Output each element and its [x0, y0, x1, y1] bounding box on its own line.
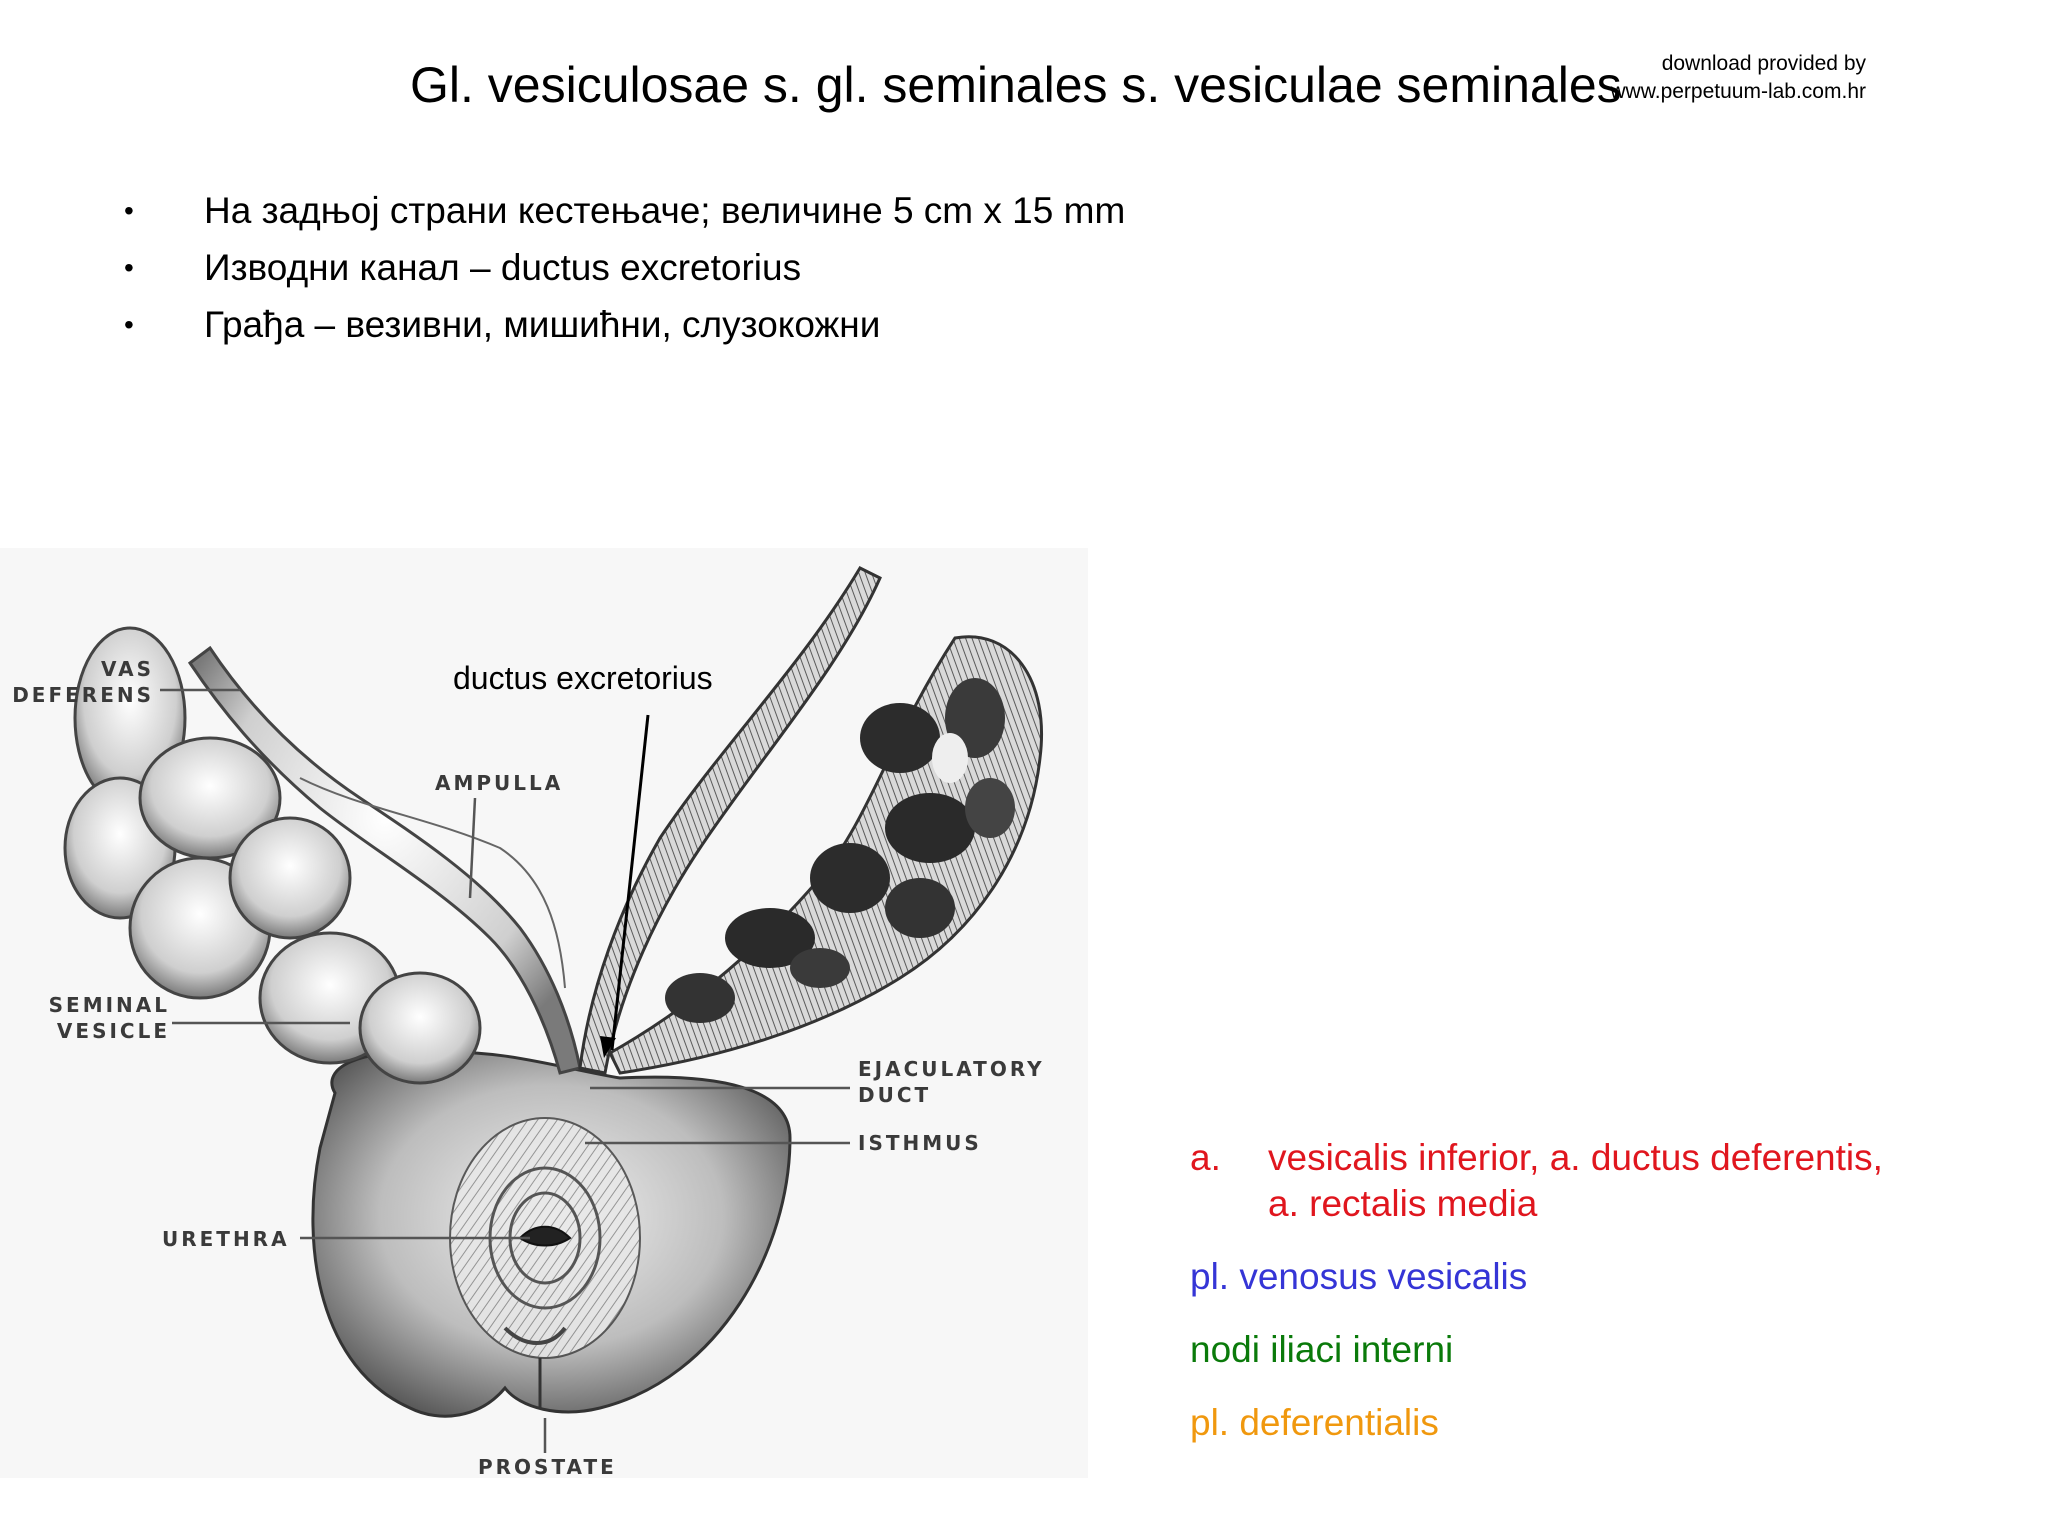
- label-vas-line-2: DEFERENS: [12, 683, 154, 707]
- bullet-icon: •: [124, 252, 134, 283]
- label-ejaculatory-line-2: DUCT: [858, 1083, 932, 1107]
- bullet-icon: •: [124, 309, 134, 340]
- arteries-note-continued: a. rectalis media: [1268, 1183, 1538, 1224]
- supply-notes: [1190, 1135, 1883, 1446]
- watermark-line-2: www.perpetuum-lab.com.hr: [1610, 80, 1866, 103]
- arteries-line-1: vesicalis inferior, a. ductus deferentis,: [1268, 1137, 1883, 1178]
- label-prostate: PROSTATE: [478, 1455, 617, 1479]
- label-seminal-line-1: SEMINAL: [48, 993, 170, 1017]
- arteries-note: [1190, 1135, 1883, 1181]
- arteries-marker: a.: [1190, 1137, 1221, 1178]
- bullet-icon: •: [124, 195, 134, 226]
- callout-ductus-excretorius: ductus excretorius: [453, 660, 713, 696]
- watermark-line-1: download provided by: [1661, 52, 1866, 75]
- label-ejaculatory-line-1: EJACULATORY: [858, 1057, 1045, 1081]
- label-isthmus: ISTHMUS: [858, 1131, 982, 1155]
- bullet-text: На задњој страни кестењаче; величине 5 cm x 15 mm: [204, 190, 1126, 231]
- bullet-text: Грађа – везивни, мишићни, слузокожни: [204, 304, 881, 345]
- slide-title: Gl. vesiculosae s. gl. seminales s. vesiculae seminales: [410, 57, 1622, 113]
- label-vas-line-1: VAS: [100, 657, 154, 681]
- nerves-note: pl. deferentialis: [1190, 1402, 1439, 1443]
- label-seminal-line-2: VESICLE: [56, 1019, 170, 1043]
- label-urethra: URETHRA: [162, 1227, 290, 1251]
- label-ampulla: AMPULLA: [435, 771, 564, 795]
- bullet-text: Изводни канал – ductus excretorius: [204, 247, 802, 288]
- veins-note: pl. venosus vesicalis: [1190, 1256, 1528, 1297]
- lymph-note: nodi iliaci interni: [1190, 1329, 1454, 1370]
